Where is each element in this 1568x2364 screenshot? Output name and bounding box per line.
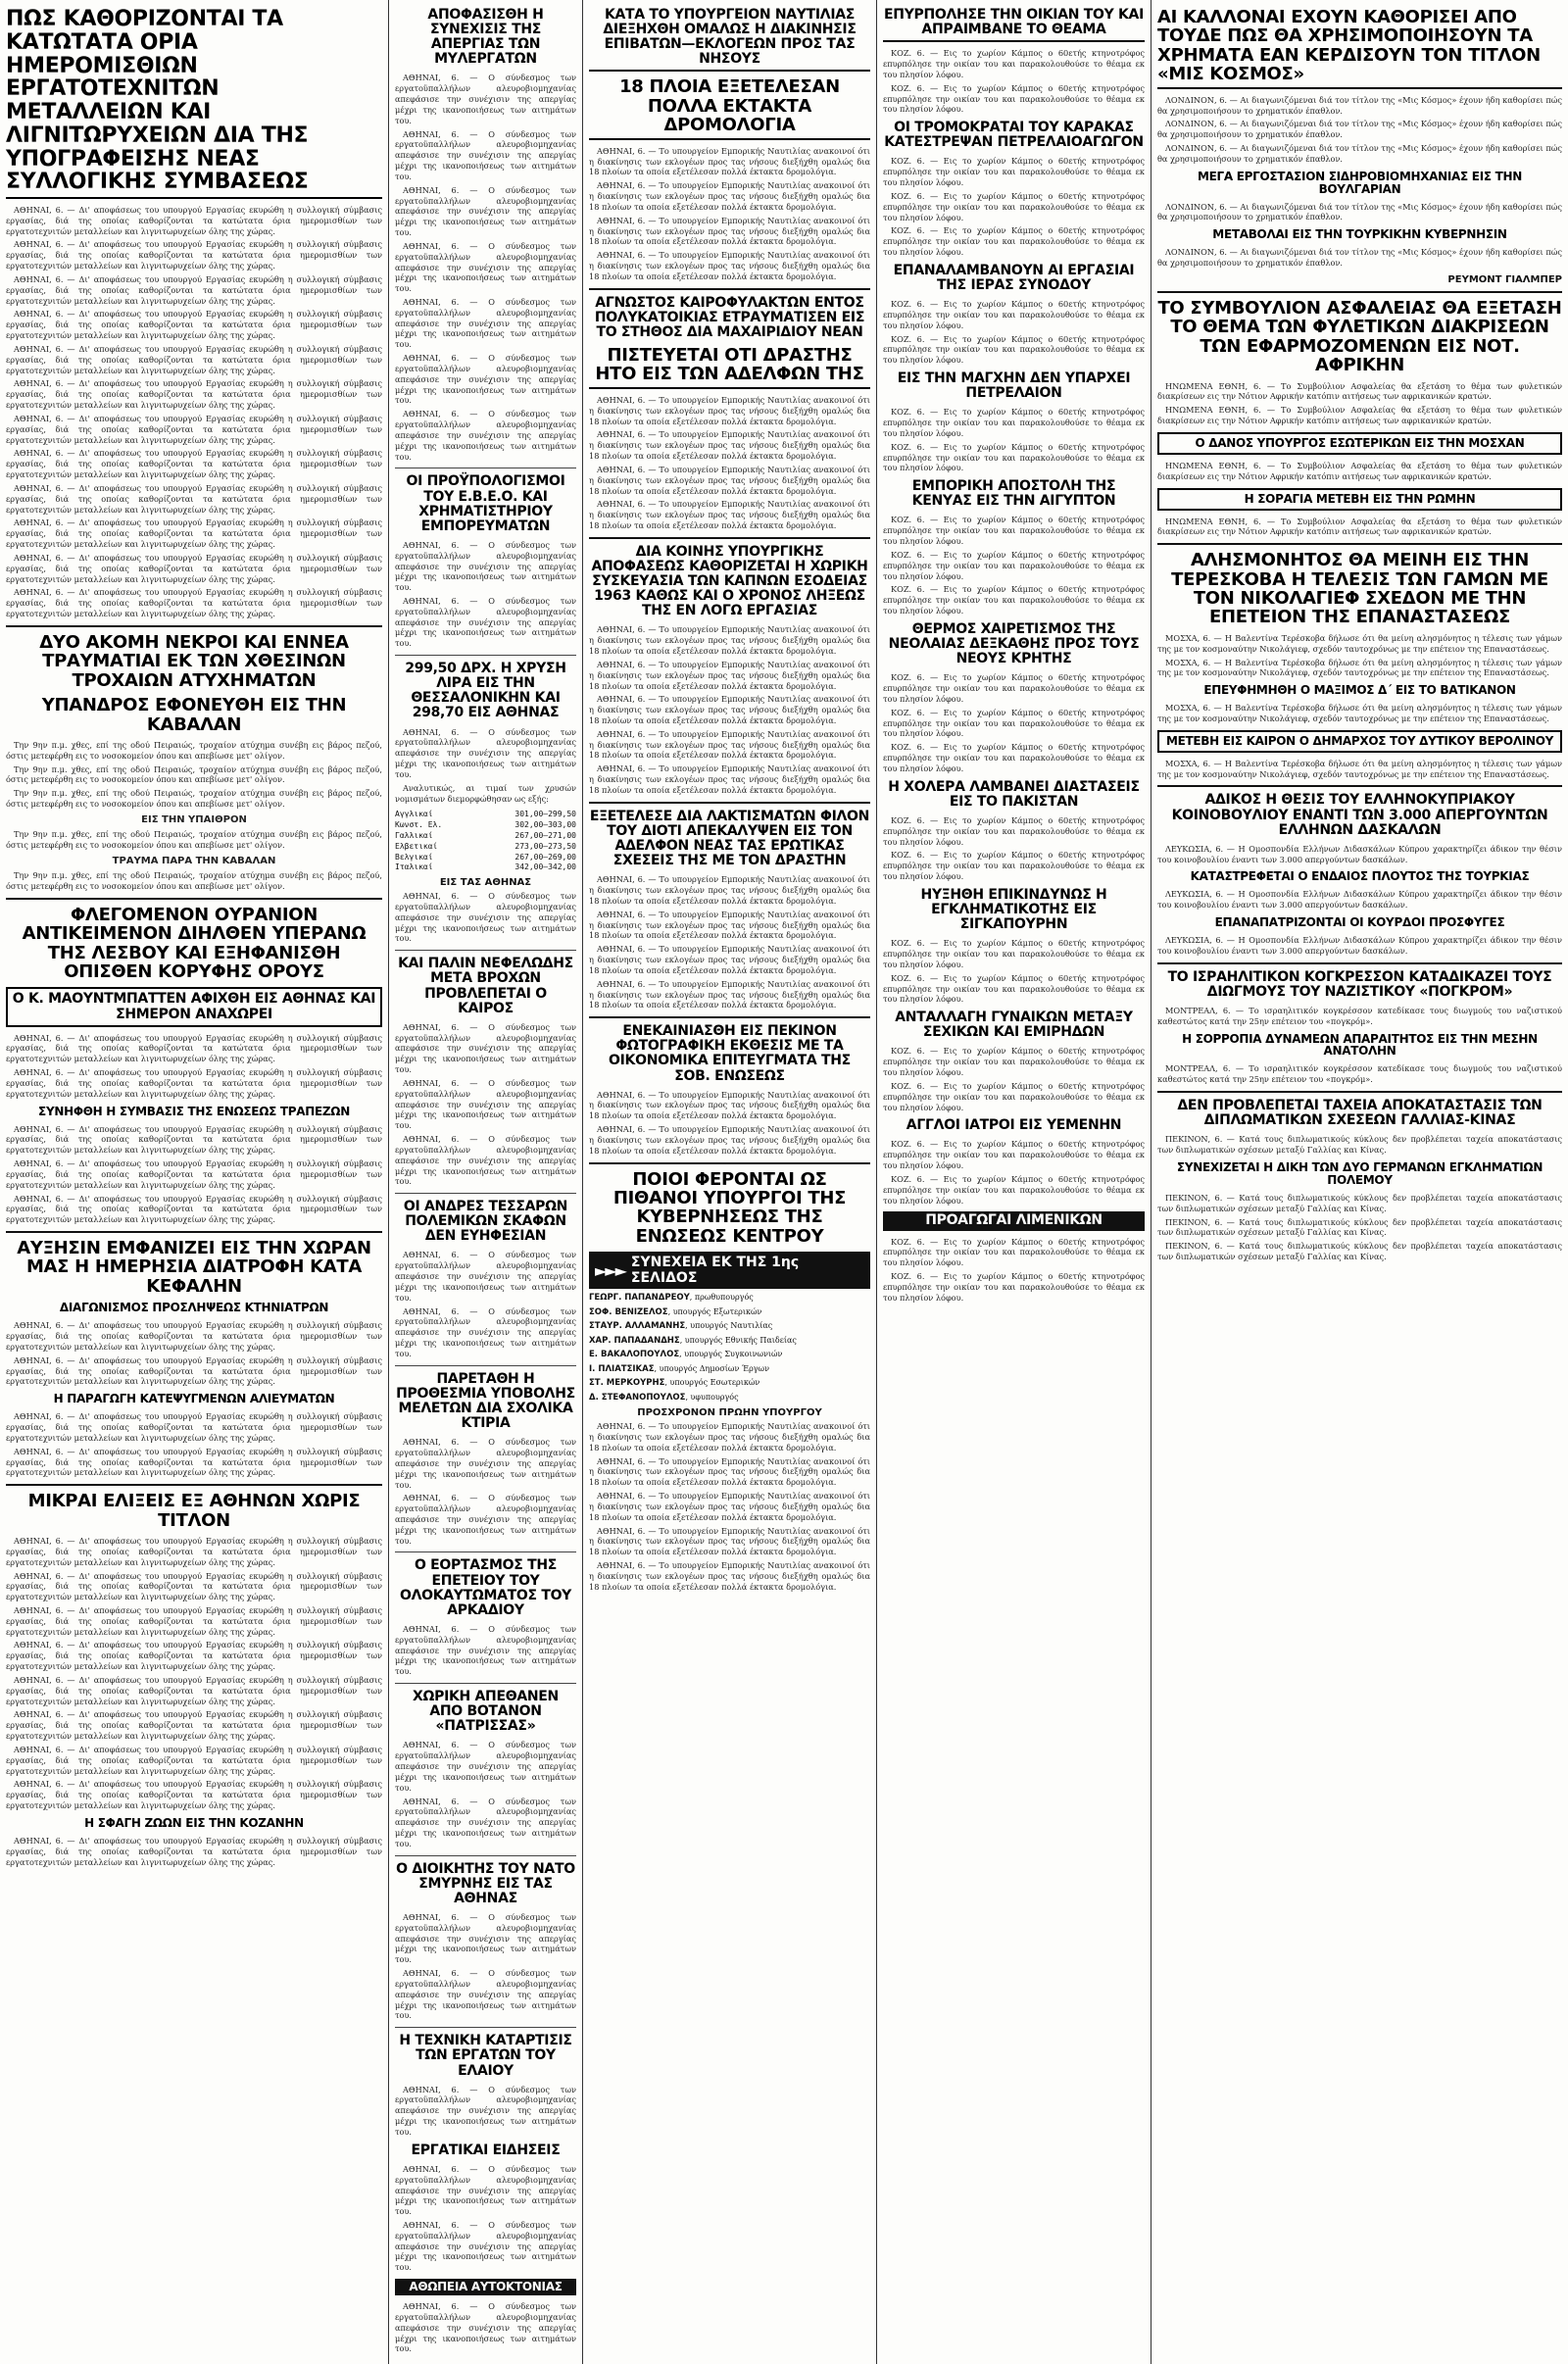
- paragraph: ΑΘΗΝΑΙ, 6. — Δι' αποφάσεως του υπουργού Εργασίας εκυρώθη η συλλογική σύμβασις εργασίας, διά της οποίας καθορίζονται τα κατώτατα όρια ημερομισθίων των εργατοτεχνιτών μεταλλείων και λιγνιτωρυχείων όλης της χώρας.: [6, 1032, 382, 1064]
- article-body: [1157, 95, 1562, 165]
- article-body: [395, 891, 576, 944]
- article-body: [395, 73, 576, 462]
- headline: ΕΠΑΝΑΠΑΤΡΙΖΟΝΤΑΙ ΟΙ ΚΟΥΡΔΟΙ ΠΡΟΣΦΥΓΕΣ: [1214, 915, 1505, 930]
- paragraph: ΜΟΝΤΡΕΑΛ, 6. — Το ισραηλιτικόν κογκρέσσον κατεδίκασε τους διωγμούς του ναζιστικού καθεστώτος κατά την 25ην επέτειον του «πογκρόμ».: [1157, 1005, 1562, 1026]
- list-item: Ε. ΒΑΚΑΛΟΠΟΥΛΟΣ, υπουργός Συγκοινωνιών: [589, 1350, 783, 1360]
- article-body: [1157, 381, 1562, 426]
- article-body: [1157, 202, 1562, 223]
- paragraph: ΚΟΖ. 6. — Εις το χωρίον Κάμπος ο 60ετής κτηνοτρόφος επυρπόλησε την οικίαν του και παρακολουθούσε το θέαμα εκ του πλησίον λόφου.: [883, 938, 1145, 969]
- article-body: [6, 1124, 382, 1225]
- article-body: [6, 1320, 382, 1387]
- headline: ΑΓΝΩΣΤΟΣ ΚΑΙΡΟΦΥΛΑΚΤΩΝ ΕΝΤΟΣ ΠΟΛΥΚΑΤΟΙΚΙΑΣ ΕΤΡΑΥΜΑΤΙΣΕΝ ΕΙΣ ΤΟ ΣΤΗΘΟΣ ΔΙΑ ΜΑΧΑΙΡΙΔΙΟΥ ΝΕΑΝ: [594, 294, 865, 340]
- paragraph: ΗΝΩΜΕΝΑ ΕΘΝΗ, 6. — Το Συμβούλιον Ασφαλείας θα εξετάση το θέμα των φυλετικών διακρίσεων εις την Νότιον Αφρικήν κατόπιν αιτήσεως των αφρικανικών κρατών.: [1157, 460, 1562, 481]
- headline: ΜΕΤΕΒΗ ΕΙΣ ΚΑΙΡΟΝ Ο ΔΗΜΑΡΧΟΣ ΤΟΥ ΔΥΤΙΚΟΥ ΒΕΡΟΛΙΝΟΥ: [1157, 730, 1562, 753]
- article-body: [883, 515, 1145, 616]
- headline: ΑΠΟΦΑΣΙΣΘΗ Η ΣΥΝΕΧΙΣΙΣ ΤΗΣ ΑΠΕΡΓΙΑΣ ΤΩΝ ΜΥΛΕΡΓΑΤΩΝ: [427, 7, 544, 68]
- paragraph: ΚΟΖ. 6. — Εις το χωρίον Κάμπος ο 60ετής κτηνοτρόφος επυρπόλησε την οικίαν του και παρακολουθούσε το θέαμα εκ του πλησίον λόφου.: [883, 48, 1145, 79]
- paragraph: ΛΟΝΔΙΝΟΝ, 6. — Αι διαγωνιζόμεναι διά τον τίτλον της «Μις Κόσμος» έχουν ήδη καθορίσει πώς θα χρησιμοποιήσουν το χρηματικόν έπαθλον.: [1157, 119, 1562, 140]
- headline: Ο Κ. ΜΑΟΥΝΤΜΠΑΤΤΕΝ ΑΦΙΧΘΗ ΕΙΣ ΑΘΗΝΑΣ ΚΑΙ ΣΗΜΕΡΟΝ ΑΝΑΧΩΡΕΙ: [6, 987, 382, 1026]
- arrow-icon: ►►►: [595, 1260, 625, 1280]
- paragraph: Την 9ην π.μ. χθες, επί της οδού Πειραιώς, τροχαίον ατύχημα συνέβη εις βάρος πεζού, όστις μετεφέρθη εις το νοσοκομείον όπου και απεβίωσε μετ' ολίγον.: [6, 788, 382, 810]
- paragraph: ΠΕΚΙΝΟΝ, 6. — Κατά τους διπλωματικούς κύκλους δεν προβλέπεται ταχεία αποκατάστασις των διπλωματικών σχέσεων μεταξύ Γαλλίας και Κίνας.: [1157, 1192, 1562, 1213]
- headline: ΚΑΤΑ ΤΟ ΥΠΟΥΡΓΕΙΟΝ ΝΑΥΤΙΛΙΑΣ ΔΙΕΞΗΧΘΗ ΟΜΑΛΩΣ Η ΔΙΑΚΙΝΗΣΙΣ ΕΠΙΒΑΤΩΝ—ΕΚΛΟΓΕΩΝ ΠΡΟΣ ΤΑΣ ΝΗΣΟΥΣ: [589, 8, 870, 72]
- paragraph: ΑΘΗΝΑΙ, 6. — Δι' αποφάσεως του υπουργού Εργασίας εκυρώθη η συλλογική σύμβασις εργασίας, διά της οποίας καθορίζονται τα κατώτατα όρια ημερομισθίων των εργατοτεχνιτών μεταλλείων και λιγνιτωρυχείων όλης της χώρας.: [6, 552, 382, 584]
- article-body: [1157, 1006, 1562, 1027]
- article-body: [883, 156, 1145, 257]
- article-body: [589, 1090, 870, 1157]
- headline: Ο ΕΟΡΤΑΣΜΟΣ ΤΗΣ ΕΠΕΤΕΙΟΥ ΤΟΥ ΟΛΟΚΑΥΤΩΜΑΤΟΣ ΤΟΥ ΑΡΚΑΔΙΟΥ: [399, 1557, 572, 1618]
- paragraph: ΑΘΗΝΑΙ, 6. — Το υπουργείον Εμπορικής Ναυτιλίας ανακοινοί ότι η διακίνησις των εκλογέων προς τας νήσους διεξήχθη ομαλώς δια 18 πλοίων τα οποία εξετέλεσαν πολλά έκτακτα δρομολόγια.: [589, 944, 870, 975]
- article-body: [1157, 889, 1562, 911]
- article-body: [395, 2164, 576, 2273]
- headline: Η ΤΕΧΝΙΚΗ ΚΑΤΑΡΤΙΣΙΣ ΤΩΝ ΕΡΓΑΤΩΝ ΤΟΥ ΕΛΑΙΟΥ: [399, 2033, 572, 2079]
- paragraph: ΑΘΗΝΑΙ, 6. — Το υπουργείον Εμπορικής Ναυτιλίας ανακοινοί ότι η διακίνησις των εκλογέων προς τας νήσους διεξήχθη ομαλώς δια 18 πλοίων τα οποία εξετέλεσαν πολλά έκτακτα δρομολόγια.: [589, 180, 870, 212]
- paragraph: ΑΘΗΝΑΙ, 6. — Δι' αποφάσεως του υπουργού Εργασίας εκυρώθη η συλλογική σύμβασις εργασίας, διά της οποίας καθορίζονται τα κατώτατα όρια ημερομισθίων των εργατοτεχνιτών μεταλλείων και λιγνιτωρυχείων όλης της χώρας.: [6, 517, 382, 550]
- column-2: [389, 0, 582, 2364]
- paragraph: Την 9ην π.μ. χθες, επί της οδού Πειραιώς, τροχαίον ατύχημα συνέβη εις βάρος πεζού, όστις μετεφέρθη εις το νοσοκομείον όπου και απεβίωσε μετ' ολίγον.: [6, 740, 382, 761]
- paragraph: ΑΘΗΝΑΙ, 6. — Το υπουργείον Εμπορικής Ναυτιλίας ανακοινοί ότι η διακίνησις των εκλογέων προς τας νήσους διεξήχθη ομαλώς δια 18 πλοίων τα οποία εξετέλεσαν πολλά έκτακτα δρομολόγια.: [589, 1525, 870, 1557]
- article-body: [395, 1740, 576, 1848]
- paragraph: ΚΟΖ. 6. — Εις το χωρίον Κάμπος ο 60ετής κτηνοτρόφος επυρπόλησε την οικίαν του και παρακολουθούσε το θέαμα εκ του πλησίον λόφου.: [883, 584, 1145, 616]
- section-label: ΕΙΣ ΤΑΣ ΑΘΗΝΑΣ: [439, 877, 532, 889]
- paragraph: ΑΘΗΝΑΙ, 6. — Το υπουργείον Εμπορικής Ναυτιλίας ανακοινοί ότι η διακίνησις των εκλογέων προς τας νήσους διεξήχθη ομαλώς δια 18 πλοίων τα οποία εξετέλεσαν πολλά έκτακτα δρομολόγια.: [589, 145, 870, 177]
- paragraph: ΑΘΗΝΑΙ, 6. — Το υπουργείον Εμπορικής Ναυτιλίας ανακοινοί ότι η διακίνησις των εκλογέων προς τας νήσους διεξήχθη ομαλώς δια 18 πλοίων τα οποία εξετέλεσαν πολλά έκτακτα δρομολόγια.: [589, 250, 870, 281]
- paragraph: Την 9ην π.μ. χθες, επί της οδού Πειραιώς, τροχαίον ατύχημα συνέβη εις βάρος πεζού, όστις μετεφέρθη εις το νοσοκομείον όπου και απεβίωσε μετ' ολίγον.: [6, 870, 382, 891]
- gold-price-list: [395, 810, 576, 873]
- paragraph: ΚΟΖ. 6. — Εις το χωρίον Κάμπος ο 60ετής κτηνοτρόφος επυρπόλησε την οικίαν του και παρακολουθούσε το θέαμα εκ του πλησίον λόφου.: [883, 707, 1145, 739]
- paragraph: ΑΘΗΝΑΙ, 6. — Δι' αποφάσεως του υπουργού Εργασίας εκυρώθη η συλλογική σύμβασις εργασίας, διά της οποίας καθορίζονται τα κατώτατα όρια ημερομισθίων των εργατοτεχνιτών μεταλλείων και λιγνιτωρυχείων όλης της χώρας.: [6, 413, 382, 445]
- paragraph: ΑΘΗΝΑΙ, 6. — Ο σύνδεσμος των εργατοϋπαλλήλων αλευροβιομηχανίας απεφάσισε την συνέχισιν της απεργίας μέχρι της ικανοποιήσεως των αιτημάτων του.: [395, 539, 576, 593]
- paragraph: ΛΟΝΔΙΝΟΝ, 6. — Αι διαγωνιζόμεναι διά τον τίτλον της «Μις Κόσμος» έχουν ήδη καθορίσει πώς θα χρησιμοποιήσουν το χρηματικόν έπαθλον.: [1157, 247, 1562, 269]
- paragraph: ΚΟΖ. 6. — Εις το χωρίον Κάμπος ο 60ετής κτηνοτρόφος επυρπόλησε την οικίαν του και παρακολουθούσε το θέαμα εκ του πλησίον λόφου.: [883, 156, 1145, 188]
- list-item: ΣΤΑΥΡ. ΑΛΛΑΜΑΝΗΣ, υπουργός Ναυτιλίας: [589, 1321, 773, 1332]
- headline: ΑΥΞΗΣΙΝ ΕΜΦΑΝΙΖΕΙ ΕΙΣ ΤΗΝ ΧΩΡΑΝ ΜΑΣ Η ΗΜΕΡΗΣΙΑ ΔΙΑΤΡΟΦΗ ΚΑΤΑ ΚΕΦΑΛΗΝ: [17, 1238, 371, 1297]
- paragraph: ΑΘΗΝΑΙ, 6. — Δι' αποφάσεως του υπουργού Εργασίας εκυρώθη η συλλογική σύμβασις εργασίας, διά της οποίας καθορίζονται τα κατώτατα όρια ημερομισθίων των εργατοτεχνιτών μεταλλείων και λιγνιτωρυχείων όλης της χώρας.: [6, 205, 382, 236]
- article-body: [883, 407, 1145, 473]
- headline: ΠΙΣΤΕΥΕΤΑΙ ΟΤΙ ΔΡΑΣΤΗΣ ΗΤΟ ΕΙΣ ΤΩΝ ΑΔΕΛΦΩΝ ΤΗΣ: [589, 346, 870, 389]
- paragraph: ΑΘΗΝΑΙ, 6. — Δι' αποφάσεως του υπουργού Εργασίας εκυρώθη η συλλογική σύμβασις εργασίας, διά της οποίας καθορίζονται τα κατώτατα όρια ημερομισθίων των εργατοτεχνιτών μεταλλείων και λιγνιτωρυχείων όλης της χώρας.: [6, 273, 382, 306]
- headline: 18 ΠΛΟΙΑ ΕΞΕΤΕΛΕΣΑΝ ΠΟΛΛΑ ΕΚΤΑΚΤΑ ΔΡΟΜΟΛΟΓΙΑ: [589, 77, 870, 139]
- section-label: ΠΡΟΣΧΡΟΝΟΝ ΠΡΩΗΝ ΥΠΟΥΡΓΟΥ: [637, 1407, 822, 1419]
- byline: ΡΕΥΜΟΝΤ ΓΙΑΛΜΠΕΡ: [1447, 273, 1562, 285]
- article-body: [883, 299, 1145, 366]
- headline: ΤΟ ΙΣΡΑΗΛΙΤΙΚΟΝ ΚΟΓΚΡΕΣΣΟΝ ΚΑΤΑΔΙΚΑΖΕΙ ΤΟΥΣ ΔΙΩΓΜΟΥΣ ΤΟΥ ΝΑΖΙΣΤΙΚΟΥ «ΠΟΓΚΡΟΜ»: [1167, 968, 1552, 1000]
- paragraph: ΑΘΗΝΑΙ, 6. — Το υπουργείον Εμπορικής Ναυτιλίας ανακοινοί ότι η διακίνησις των εκλογέων προς τας νήσους διεξήχθη ομαλώς δια 18 πλοίων τα οποία εξετέλεσαν πολλά έκτακτα δρομολόγια.: [589, 1124, 870, 1156]
- paragraph: ΑΘΗΝΑΙ, 6. — Ο σύνδεσμος των εργατοϋπαλλήλων αλευροβιομηχανίας απεφάσισε την συνέχισιν της απεργίας μέχρι της ικανοποιήσεως των αιτημάτων του.: [395, 596, 576, 649]
- headline: ΤΟ ΣΥΜΒΟΥΛΙΟΝ ΑΣΦΑΛΕΙΑΣ ΘΑ ΕΞΕΤΑΣΗ ΤΟ ΘΕΜΑ ΤΩΝ ΦΥΛΕΤΙΚΩΝ ΔΙΑΚΡΙΣΕΩΝ ΤΩΝ ΕΦΑΡΜΟΖΟΜΕΝΩΝ ΕΙΣ ΝΟΤ. ΑΦΡΙΚΗΝ: [1157, 297, 1562, 376]
- article-body: [589, 146, 870, 282]
- headline: ΜΕΤΑΒΟΛΑΙ ΕΙΣ ΤΗΝ ΤΟΥΡΚΙΚΗΝ ΚΥΒΕΡΝΗΣΙΝ: [1212, 227, 1507, 242]
- article-body: [883, 938, 1145, 1005]
- paragraph: ΑΘΗΝΑΙ, 6. — Ο σύνδεσμος των εργατοϋπαλλήλων αλευροβιομηχανίας απεφάσισε την συνέχισιν της απεργίας μέχρι της ικανοποιήσεως των αιτημάτων του.: [395, 1437, 576, 1490]
- paragraph: ΑΘΗΝΑΙ, 6. — Ο σύνδεσμος των εργατοϋπαλλήλων αλευροβιομηχανίας απεφάσισε την συνέχισιν της απεργίας μέχρι της ικανοποιήσεως των αιτημάτων του.: [395, 1968, 576, 2021]
- article-body: [883, 48, 1145, 115]
- paragraph: ΑΘΗΝΑΙ, 6. — Ο σύνδεσμος των εργατοϋπαλλήλων αλευροβιομηχανίας απεφάσισε την συνέχισιν της απεργίας μέχρι της ικανοποιήσεως των αιτημάτων του.: [395, 1796, 576, 1848]
- headline: Η ΣΟΡΑΓΙΑ ΜΕΤΕΒΗ ΕΙΣ ΤΗΝ ΡΩΜΗΝ: [1157, 488, 1562, 511]
- article-body: [395, 2301, 576, 2354]
- article-body: [1157, 935, 1562, 957]
- paragraph: ΛΟΝΔΙΝΟΝ, 6. — Αι διαγωνιζόμεναι διά τον τίτλον της «Μις Κόσμος» έχουν ήδη καθορίσει πώς θα χρησιμοποιήσουν το χρηματικόν έπαθλον.: [1157, 94, 1562, 116]
- paragraph: ΑΘΗΝΑΙ, 6. — Το υπουργείον Εμπορικής Ναυτιλίας ανακοινοί ότι η διακίνησις των εκλογέων προς τας νήσους διεξήχθη ομαλώς δια 18 πλοίων τα οποία εξετέλεσαν πολλά έκτακτα δρομολόγια.: [589, 1560, 870, 1592]
- article-body: [883, 1139, 1145, 1206]
- paragraph: ΛΕΥΚΩΣΙΑ, 6. — Η Ομοσπονδία Ελλήνων Διδασκάλων Κύπρου χαρακτηρίζει άδικον την θέσιν του κοινοβουλίου έναντι των 3.000 απεργούντων δασκάλων.: [1157, 935, 1562, 956]
- paragraph: ΗΝΩΜΕΝΑ ΕΘΝΗ, 6. — Το Συμβούλιον Ασφαλείας θα εξετάση το θέμα των φυλετικών διακρίσεων εις την Νότιον Αφρικήν κατόπιν αιτήσεως των αφρικανικών κρατών.: [1157, 380, 1562, 402]
- paragraph: ΑΘΗΝΑΙ, 6. — Ο σύνδεσμος των εργατοϋπαλλήλων αλευροβιομηχανίας απεφάσισε την συνέχισιν της απεργίας μέχρι της ικανοποιήσεως των αιτημάτων του.: [395, 1740, 576, 1793]
- paragraph: ΑΘΗΝΑΙ, 6. — Το υπουργείον Εμπορικής Ναυτιλίας ανακοινοί ότι η διακίνησις των εκλογέων προς τας νήσους διεξήχθη ομαλώς δια 18 πλοίων τα οποία εξετέλεσαν πολλά έκτακτα δρομολόγια.: [589, 659, 870, 691]
- article-body: [395, 1022, 576, 1187]
- paragraph: ΚΟΖ. 6. — Εις το χωρίον Κάμπος ο 60ετής κτηνοτρόφος επυρπόλησε την οικίαν του και παρακολουθούσε το θέαμα εκ του πλησίον λόφου.: [883, 1236, 1145, 1268]
- paragraph: ΚΟΖ. 6. — Εις το χωρίον Κάμπος ο 60ετής κτηνοτρόφος επυρπόλησε την οικίαν του και παρακολουθούσε το θέαμα εκ του πλησίον λόφου.: [883, 225, 1145, 258]
- headline: ΟΙ ΠΡΟΫΠΟΛΟΓΙΣΜΟΙ ΤΟΥ Ε.Β.Ε.Ο. ΚΑΙ ΧΡΗΜΑΤΙΣΤΗΡΙΟΥ ΕΜΠΟΡΕΥΜΑΤΩΝ: [406, 473, 565, 534]
- headline: ΠΡΟΑΓΩΓΑΙ ΛΙΜΕΝΙΚΩΝ: [883, 1211, 1145, 1230]
- paragraph: ΚΟΖ. 6. — Εις το χωρίον Κάμπος ο 60ετής κτηνοτρόφος επυρπόλησε την οικίαν του και παρακολουθούσε το θέαμα εκ του πλησίον λόφου.: [883, 549, 1145, 581]
- article-body: [1157, 1063, 1562, 1085]
- headline: Ο ΔΙΟΙΚΗΤΗΣ ΤΟΥ ΝΑΤΟ ΣΜΥΡΝΗΣ ΕΙΣ ΤΑΣ ΑΘΗΝΑΣ: [396, 1860, 575, 1906]
- headline: ΧΩΡΙΚΗ ΑΠΕΘΑΝΕΝ ΑΠΟ ΒΟΤΑΝΟΝ «ΠΑΤΡΙΣΣΑΣ»: [413, 1689, 559, 1735]
- headline: ΔΥΟ ΑΚΟΜΗ ΝΕΚΡΟΙ ΚΑΙ ΕΝΝΕΑ ΤΡΑΥΜΑΤΙΑΙ ΕΚ ΤΩΝ ΧΘΕΣΙΝΩΝ ΤΡΟΧΑΙΩΝ ΑΤΥΧΗΜΑΤΩΝ: [39, 631, 349, 691]
- column-5: [1152, 0, 1568, 2364]
- paragraph: ΑΘΗΝΑΙ, 6. — Ο σύνδεσμος των εργατοϋπαλλήλων αλευροβιομηχανίας απεφάσισε την συνέχισιν της απεργίας μέχρι της ικανοποιήσεως των αιτημάτων του.: [395, 1623, 576, 1677]
- paragraph: ΑΘΗΝΑΙ, 6. — Το υπουργείον Εμπορικής Ναυτιλίας ανακοινοί ότι η διακίνησις των εκλογέων προς τας νήσους διεξήχθη ομαλώς δια 18 πλοίων τα οποία εξετέλεσαν πολλά έκτακτα δρομολόγια.: [589, 429, 870, 462]
- paragraph: ΑΘΗΝΑΙ, 6. — Δι' αποφάσεως του υπουργού Εργασίας εκυρώθη η συλλογική σύμβασις εργασίας, διά της οποίας καθορίζονται τα κατώτατα όρια ημερομισθίων των εργατοτεχνιτών μεταλλείων και λιγνιτωρυχείων όλης της χώρας.: [6, 309, 382, 341]
- paragraph: ΑΘΗΝΑΙ, 6. — Το υπουργείον Εμπορικής Ναυτιλίας ανακοινοί ότι η διακίνησις των εκλογέων προς τας νήσους διεξήχθη ομαλώς δια 18 πλοίων τα οποία εξετέλεσαν πολλά έκτακτα δρομολόγια.: [589, 1089, 870, 1121]
- article-body: [6, 1536, 382, 1811]
- article-body: [395, 540, 576, 649]
- paragraph: ΑΘΗΝΑΙ, 6. — Δι' αποφάσεως του υπουργού Εργασίας εκυρώθη η συλλογική σύμβασις εργασίας, διά της οποίας καθορίζονται τα κατώτατα όρια ημερομισθίων των εργατοτεχνιτών μεταλλείων και λιγνιτωρυχείων όλης της χώρας.: [6, 1674, 382, 1706]
- headline: ΜΕΓΑ ΕΡΓΟΣΤΑΣΙΟΝ ΣΙΔΗΡΟΒΙΟΜΗΧΑΝΙΑΣ ΕΙΣ ΤΗΝ ΒΟΥΛΓΑΡΙΑΝ: [1197, 169, 1523, 196]
- headline: Η ΣΦΑΓΗ ΖΩΩΝ ΕΙΣ ΤΗΝ ΚΟΖΑΝΗΝ: [84, 1815, 304, 1830]
- list-item: ΓΕΩΡΓ. ΠΑΠΑΝΔΡΕΟΥ, πρωθυπουργός: [589, 1293, 754, 1304]
- paragraph: ΑΘΗΝΑΙ, 6. — Το υπουργείον Εμπορικής Ναυτιλίας ανακοινοί ότι η διακίνησις των εκλογέων προς τας νήσους διεξήχθη ομαλώς δια 18 πλοίων τα οποία εξετέλεσαν πολλά έκτακτα δρομολόγια.: [589, 874, 870, 906]
- paragraph: ΑΘΗΝΑΙ, 6. — Ο σύνδεσμος των εργατοϋπαλλήλων αλευροβιομηχανίας απεφάσισε την συνέχισιν της απεργίας μέχρι της ικανοποιήσεως των αιτημάτων του.: [395, 726, 576, 779]
- paragraph: ΛΟΝΔΙΝΟΝ, 6. — Αι διαγωνιζόμεναι διά τον τίτλον της «Μις Κόσμος» έχουν ήδη καθορίσει πώς θα χρησιμοποιήσουν το χρηματικόν έπαθλον.: [1157, 201, 1562, 222]
- list-item: Ι. ΠΛΙΑΤΣΙΚΑΣ, υπουργός Δημοσίων Έργων: [589, 1363, 769, 1374]
- paragraph: ΑΘΗΝΑΙ, 6. — Δι' αποφάσεως του υπουργού Εργασίας εκυρώθη η συλλογική σύμβασις εργασίας, διά της οποίας καθορίζονται τα κατώτατα όρια ημερομισθίων των εργατοτεχνιτών μεταλλείων και λιγνιτωρυχείων όλης της χώρας.: [6, 1123, 382, 1156]
- paragraph: Την 9ην π.μ. χθες, επί της οδού Πειραιώς, τροχαίον ατύχημα συνέβη εις βάρος πεζού, όστις μετεφέρθη εις το νοσοκομείον όπου και απεβίωσε μετ' ολίγον.: [6, 763, 382, 785]
- headline: ΔΕΝ ΠΡΟΒΛΕΠΕΤΑΙ ΤΑΧΕΙΑ ΑΠΟΚΑΤΑΣΤΑΣΙΣ ΤΩΝ ΔΙΠΛΩΜΑΤΙΚΩΝ ΣΧΕΣΕΩΝ ΓΑΛΛΙΑΣ-ΚΙΝΑΣ: [1177, 1098, 1543, 1129]
- paragraph: ΑΘΗΝΑΙ, 6. — Δι' αποφάσεως του υπουργού Εργασίας εκυρώθη η συλλογική σύμβασις εργασίας, διά της οποίας καθορίζονται τα κατώτατα όρια ημερομισθίων των εργατοτεχνιτών μεταλλείων και λιγνιτωρυχείων όλης της χώρας.: [6, 1067, 382, 1099]
- paragraph: ΑΘΗΝΑΙ, 6. — Δι' αποφάσεως του υπουργού Εργασίας εκυρώθη η συλλογική σύμβασις εργασίας, διά της οποίας καθορίζονται τα κατώτατα όρια ημερομισθίων των εργατοτεχνιτών μεταλλείων και λιγνιτωρυχείων όλης της χώρας.: [6, 1446, 382, 1478]
- paragraph: ΑΘΗΝΑΙ, 6. — Το υπουργείον Εμπορικής Ναυτιλίας ανακοινοί ότι η διακίνησις των εκλογέων προς τας νήσους διεξήχθη ομαλώς δια 18 πλοίων τα οποία εξετέλεσαν πολλά έκτακτα δρομολόγια.: [589, 694, 870, 725]
- paragraph: ΜΟΣΧΑ, 6. — Η Βαλεντίνα Τερέσκοβα δήλωσε ότι θα μείνη αλησμόνητος η τέλεσις των γάμων της με τον κοσμοναύτην Νικολάγιεφ, σχεδόν ταυτοχρόνως με την επέτειον της Επαναστάσεως.: [1157, 657, 1562, 678]
- paragraph: ΑΘΗΝΑΙ, 6. — Το υπουργείον Εμπορικής Ναυτιλίας ανακοινοί ότι η διακίνησις των εκλογέων προς τας νήσους διεξήχθη ομαλώς δια 18 πλοίων τα οποία εξετέλεσαν πολλά έκτακτα δρομολόγια.: [589, 1421, 870, 1453]
- continuation-banner: [589, 1252, 870, 1289]
- article-body: [395, 1250, 576, 1358]
- article-body: [1157, 1134, 1562, 1156]
- article-body: [395, 1624, 576, 1677]
- article-body: [883, 672, 1145, 773]
- headline: ΣΥΝΗΦΘΗ Η ΣΥΜΒΑΣΙΣ ΤΗΣ ΕΝΩΣΕΩΣ ΤΡΑΠΕΖΩΝ: [38, 1104, 350, 1118]
- column-1: [0, 0, 388, 2364]
- paragraph: ΚΟΖ. 6. — Εις το χωρίον Κάμπος ο 60ετής κτηνοτρόφος επυρπόλησε την οικίαν του και παρακολουθούσε το θέαμα εκ του πλησίον λόφου.: [883, 82, 1145, 115]
- paragraph: ΚΟΖ. 6. — Εις το χωρίον Κάμπος ο 60ετής κτηνοτρόφος επυρπόλησε την οικίαν του και παρακολουθούσε το θέαμα εκ του πλησίον λόφου.: [883, 1046, 1145, 1078]
- article-body: [1157, 517, 1562, 538]
- paragraph: ΑΘΗΝΑΙ, 6. — Ο σύνδεσμος των εργατοϋπαλλήλων αλευροβιομηχανίας απεφάσισε την συνέχισιν της απεργίας μέχρι της ικανοποιήσεως των αιτημάτων του.: [395, 2220, 576, 2273]
- paragraph: ΑΘΗΝΑΙ, 6. — Δι' αποφάσεως του υπουργού Εργασίας εκυρώθη η συλλογική σύμβασις εργασίας, διά της οποίας καθορίζονται τα κατώτατα όρια ημερομισθίων των εργατοτεχνιτών μεταλλείων και λιγνιτωρυχείων όλης της χώρας.: [6, 1158, 382, 1190]
- price-row: Κωνστ. Ελ. 302,00—303,00: [395, 820, 576, 830]
- paragraph: ΚΟΖ. 6. — Εις το χωρίον Κάμπος ο 60ετής κτηνοτρόφος επυρπόλησε την οικίαν του και παρακολουθούσε το θέαμα εκ του πλησίον λόφου.: [883, 515, 1145, 547]
- headline: ΕΠΥΡΠΟΛΗΣΕ ΤΗΝ ΟΙΚΙΑΝ ΤΟΥ ΚΑΙ ΑΠΡΑΙΜΒΑΝΕ ΤΟ ΘΕΑΜΑ: [883, 8, 1145, 42]
- paragraph: ΚΟΖ. 6. — Εις το χωρίον Κάμπος ο 60ετής κτηνοτρόφος επυρπόλησε την οικίαν του και παρακολουθούσε το θέαμα εκ του πλησίον λόφου.: [883, 1080, 1145, 1112]
- paragraph: ΚΟΖ. 6. — Εις το χωρίον Κάμπος ο 60ετής κτηνοτρόφος επυρπόλησε την οικίαν του και παρακολουθούσε το θέαμα εκ του πλησίον λόφου.: [883, 441, 1145, 473]
- paragraph: ΠΕΚΙΝΟΝ, 6. — Κατά τους διπλωματικούς κύκλους δεν προβλέπεται ταχεία αποκατάστασις των διπλωματικών σχέσεων μεταξύ Γαλλίας και Κίνας.: [1157, 1216, 1562, 1238]
- article-body: [1157, 759, 1562, 780]
- paragraph: ΑΘΗΝΑΙ, 6. — Ο σύνδεσμος των εργατοϋπαλλήλων αλευροβιομηχανίας απεφάσισε την συνέχισιν της απεργίας μέχρι της ικανοποιήσεως των αιτημάτων του.: [395, 2163, 576, 2217]
- paragraph: ΑΘΗΝΑΙ, 6. — Ο σύνδεσμος των εργατοϋπαλλήλων αλευροβιομηχανίας απεφάσισε την συνέχισιν της απεργίας μέχρι της ικανοποιήσεως των αιτημάτων του.: [395, 891, 576, 944]
- headline: ΑΛΗΣΜΟΝΗΤΟΣ ΘΑ ΜΕΙΝΗ ΕΙΣ ΤΗΝ ΤΕΡΕΣΚΟΒΑ Η ΤΕΛΕΣΙΣ ΤΩΝ ΓΑΜΩΝ ΜΕ ΤΟΝ ΝΙΚΟΛΑΓΙΕΦ ΣΧΕΔΟΝ ΜΕ ΤΗΝ ΕΠΕΤΕΙΟΝ ΤΗΣ ΕΠΑΝΑΣΤΑΣΕΩΣ: [1171, 550, 1548, 628]
- paragraph: ΑΘΗΝΑΙ, 6. — Ο σύνδεσμος των εργατοϋπαλλήλων αλευροβιομηχανίας απεφάσισε την συνέχισιν της απεργίας μέχρι της ικανοποιήσεως των αιτημάτων του.: [395, 297, 576, 350]
- headline: ΑΝΤΑΛΛΑΓΗ ΓΥΝΑΙΚΩΝ ΜΕΤΑΞΥ ΣΕΧΙΚΩΝ ΚΑΙ ΕΜΙΡΗΔΩΝ: [895, 1010, 1133, 1041]
- paragraph: ΑΘΗΝΑΙ, 6. — Ο σύνδεσμος των εργατοϋπαλλήλων αλευροβιομηχανίας απεφάσισε την συνέχισιν της απεργίας μέχρι της ικανοποιήσεως των αιτημάτων του.: [395, 409, 576, 462]
- paragraph: ΑΘΗΝΑΙ, 6. — Ο σύνδεσμος των εργατοϋπαλλήλων αλευροβιομηχανίας απεφάσισε την συνέχισιν της απεργίας μέχρι της ικανοποιήσεως των αιτημάτων του.: [395, 1493, 576, 1546]
- headline: ΟΙ ΤΡΟΜΟΚΡΑΤΑΙ ΤΟΥ ΚΑΡΑΚΑΣ ΚΑΤΕΣΤΡΕΨΑΝ ΠΕΤΡΕΛΑΙΟΑΓΩΓΟΝ: [884, 120, 1144, 151]
- article-body: [1157, 844, 1562, 865]
- headline: ΑΘΩΠΕΙΑ ΑΥΤΟΚΤΟΝΙΑΣ: [395, 2279, 576, 2295]
- minister-list: [589, 1293, 870, 1404]
- headline: ΟΙ ΑΝΔΡΕΣ ΤΕΣΣΑΡΩΝ ΠΟΛΕΜΙΚΩΝ ΣΚΑΦΩΝ ΔΕΝ ΕΥΗΦΕΣΙΑΝ: [403, 1199, 568, 1245]
- paragraph: ΑΘΗΝΑΙ, 6. — Δι' αποφάσεως του υπουργού Εργασίας εκυρώθη η συλλογική σύμβασις εργασίας, διά της οποίας καθορίζονται τα κατώτατα όρια ημερομισθίων των εργατοτεχνιτών μεταλλείων και λιγνιτωρυχείων όλης της χώρας.: [6, 1411, 382, 1443]
- paragraph: ΑΘΗΝΑΙ, 6. — Ο σύνδεσμος των εργατοϋπαλλήλων αλευροβιομηχανίας απεφάσισε την συνέχισιν της απεργίας μέχρι της ικανοποιήσεως των αιτημάτων του.: [395, 2084, 576, 2137]
- headline: ΕΞΕΤΕΛΕΣΕ ΔΙΑ ΛΑΚΤΙΣΜΑΤΩΝ ΦΙΛΟΝ ΤΟΥ ΔΙΟΤΙ ΑΠΕΚΑΛΥΨΕΝ ΕΙΣ ΤΟΝ ΑΔΕΛΦΟΝ ΝΕΑΣ ΤΑΣ ΕΡΩΤΙΚΑΣ ΣΧΕΣΕΙΣ ΤΗΣ ΜΕ ΤΟΝ ΔΡΑΣΤΗΝ: [589, 808, 870, 869]
- paragraph: ΜΟΣΧΑ, 6. — Η Βαλεντίνα Τερέσκοβα δήλωσε ότι θα μείνη αλησμόνητος η τέλεσις των γάμων της με τον κοσμοναύτην Νικολάγιεφ, σχεδόν ταυτοχρόνως με την επέτειον της Επαναστάσεως.: [1157, 758, 1562, 779]
- paragraph: ΑΘΗΝΑΙ, 6. — Δι' αποφάσεως του υπουργού Εργασίας εκυρώθη η συλλογική σύμβασις εργασίας, διά της οποίας καθορίζονται τα κατώτατα όρια ημερομισθίων των εργατοτεχνιτών μεταλλείων και λιγνιτωρυχείων όλης της χώρας.: [6, 448, 382, 480]
- headline: ΚΑΤΑΣΤΡΕΦΕΤΑΙ Ο ΕΝΔΑΙΟΣ ΠΛΟΥΤΟΣ ΤΗΣ ΤΟΥΡΚΙΑΣ: [1190, 869, 1530, 884]
- headline: ΦΛΕΓΟΜΕΝΟΝ ΟΥΡΑΝΙΟΝ ΑΝΤΙΚΕΙΜΕΝΟΝ ΔΙΗΛΘΕΝ ΥΠΕΡΑΝΩ ΤΗΣ ΛΕΣΒΟΥ ΚΑΙ ΕΞΗΦΑΝΙΣΘΗ ΟΠΙΣΘΕΝ ΚΟΡΥΦΗΣ ΟΡΟΥΣ: [22, 904, 367, 982]
- paragraph: ΑΘΗΝΑΙ, 6. — Δι' αποφάσεως του υπουργού Εργασίας εκυρώθη η συλλογική σύμβασις εργασίας, διά της οποίας καθορίζονται τα κατώτατα όρια ημερομισθίων των εργατοτεχνιτών μεταλλείων και λιγνιτωρυχείων όλης της χώρας.: [6, 343, 382, 375]
- paragraph: ΑΘΗΝΑΙ, 6. — Ο σύνδεσμος των εργατοϋπαλλήλων αλευροβιομηχανίας απεφάσισε την συνέχισιν της απεργίας μέχρι της ικανοποιήσεως των αιτημάτων του.: [395, 1134, 576, 1187]
- paragraph: ΑΘΗΝΑΙ, 6. — Το υπουργείον Εμπορικής Ναυτιλίας ανακοινοί ότι η διακίνησις των εκλογέων προς τας νήσους διεξήχθη ομαλώς δια 18 πλοίων τα οποία εξετέλεσαν πολλά έκτακτα δρομολόγια.: [589, 1455, 870, 1488]
- paragraph: ΚΟΖ. 6. — Εις το χωρίον Κάμπος ο 60ετής κτηνοτρόφος επυρπόλησε την οικίαν του και παρακολουθούσε το θέαμα εκ του πλησίον λόφου.: [883, 333, 1145, 366]
- price-row: Βελγικαί 267,00—269,00: [395, 852, 576, 862]
- headline: ΔΙΑ ΚΟΙΝΗΣ ΥΠΟΥΡΓΙΚΗΣ ΑΠΟΦΑΣΕΩΣ ΚΑΘΟΡΙΖΕΤΑΙ Η ΧΩΡΙΚΗ ΣΥΣΚΕΥΑΣΙΑ ΤΩΝ ΚΑΠΝΩΝ ΕΣΟΔΕΙΑΣ 1963 ΚΑΘΩΣ ΚΑΙ Ο ΧΡΟΝΟΣ ΛΗΞΕΩΣ ΤΗΣ ΕΝ ΛΟΓΩ ΕΡΓΑΣΙΑΣ: [591, 543, 868, 619]
- headline: 299,50 ΔΡΧ. Η ΧΡΥΣΗ ΛΙΡΑ ΕΙΣ ΤΗΝ ΘΕΣΣΑΛΟΝΙΚΗΝ ΚΑΙ 298,70 ΕΙΣ ΑΘΗΝΑΣ: [405, 661, 566, 721]
- paragraph: ΑΘΗΝΑΙ, 6. — Δι' αποφάσεως του υπουργού Εργασίας εκυρώθη η συλλογική σύμβασις εργασίας, διά της οποίας καθορίζονται τα κατώτατα όρια ημερομισθίων των εργατοτεχνιτών μεταλλείων και λιγνιτωρυχείων όλης της χώρας.: [6, 239, 382, 271]
- headline: ΑΔΙΚΟΣ Η ΘΕΣΙΣ ΤΟΥ ΕΛΛΗΝΟΚΥΠΡΙΑΚΟΥ ΚΟΙΝΟΒΟΥΛΙΟΥ ΕΝΑΝΤΙ ΤΩΝ 3.000 ΑΠΕΡΓΟΥΝΤΩΝ ΕΛΛΗΝΩΝ ΔΑΣΚΑΛΩΝ: [1171, 792, 1548, 838]
- paragraph: Αναλυτικώς, αι τιμαί των χρυσών νομισμάτων διεμορφώθησαν ως εξής:: [395, 782, 576, 804]
- headline: ΕΝΕΚΑΙΝΙΑΣΘΗ ΕΙΣ ΠΕΚΙΝΟΝ ΦΩΤΟΓΡΑΦΙΚΗ ΕΚΘΕΣΙΣ ΜΕ ΤΑ ΟΙΚΟΝΟΜΙΚΑ ΕΠΙΤΕΥΓΜΑΤΑ ΤΗΣ ΣΟΒ. ΕΝΩΣΕΩΣ: [609, 1023, 851, 1084]
- paragraph: ΜΟΣΧΑ, 6. — Η Βαλεντίνα Τερέσκοβα δήλωσε ότι θα μείνη αλησμόνητος η τέλεσις των γάμων της με τον κοσμοναύτην Νικολάγιεφ, σχεδόν ταυτοχρόνως με την επέτειον της Επαναστάσεως.: [1157, 632, 1562, 654]
- paragraph: ΚΟΖ. 6. — Εις το χωρίον Κάμπος ο 60ετής κτηνοτρόφος επυρπόλησε την οικίαν του και παρακολουθούσε το θέαμα εκ του πλησίον λόφου.: [883, 299, 1145, 330]
- headline: Η ΣΟΡΡΟΠΙΑ ΔΥΝΑΜΕΩΝ ΑΠΑΡΑΙΤΗΤΟΣ ΕΙΣ ΤΗΝ ΜΕΣΗΝ ΑΝΑΤΟΛΗΝ: [1182, 1031, 1538, 1059]
- headline: ΠΟΙΟΙ ΦΕΡΟΝΤΑΙ ΩΣ ΠΙΘΑΝΟΙ ΥΠΟΥΡΓΟΙ ΤΗΣ ΚΥΒΕΡΝΗΣΕΩΣ ΤΗΣ ΕΝΩΣΕΩΣ ΚΕΝΤΡΟΥ: [612, 1168, 847, 1247]
- article-body: [1157, 703, 1562, 724]
- continuation-label: ΣΥΝΕΧΕΙΑ ΕΚ ΤΗΣ 1ης ΣΕΛΙΔΟΣ: [630, 1255, 800, 1287]
- headline: ΘΕΡΜΟΣ ΧΑΙΡΕΤΙΣΜΟΣ ΤΗΣ ΝΕΟΛΑΙΑΣ ΔΕΞΚΑΘΗΣ ΠΡΟΣ ΤΟΥΣ ΝΕΟΥΣ ΚΡΗΤΗΣ: [888, 620, 1140, 667]
- headline: ΑΙ ΚΑΛΛΟΝΑΙ ΕΧΟΥΝ ΚΑΘΟΡΙΣΕΙ ΑΠΟ ΤΟΥΔΕ ΠΩΣ ΘΑ ΧΡΗΣΙΜΟΠΟΙΗΣΟΥΝ ΤΑ ΧΡΗΜΑΤΑ ΕΑΝ ΚΕΡΔΙΣΟΥΝ ΤΟΝ ΤΙΤΛΟΝ «ΜΙΣ ΚΟΣΜΟΣ»: [1157, 8, 1562, 89]
- paragraph: ΗΝΩΜΕΝΑ ΕΘΝΗ, 6. — Το Συμβούλιον Ασφαλείας θα εξετάση το θέμα των φυλετικών διακρίσεων εις την Νότιον Αφρικήν κατόπιν αιτήσεως των αφρικανικών κρατών.: [1157, 516, 1562, 537]
- paragraph: ΑΘΗΝΑΙ, 6. — Δι' αποφάσεως του υπουργού Εργασίας εκυρώθη η συλλογική σύμβασις εργασίας, διά της οποίας καθορίζονται τα κατώτατα όρια ημερομισθίων των εργατοτεχνιτών μεταλλείων και λιγνιτωρυχείων όλης της χώρας.: [6, 378, 382, 411]
- article-body: [1157, 633, 1562, 678]
- article-body: [6, 740, 382, 892]
- headline: ΕΜΠΟΡΙΚΗ ΑΠΟΣΤΟΛΗ ΤΗΣ ΚΕΝΥΑΣ ΕΙΣ ΤΗΝ ΑΙΓΥΠΤΟΝ: [911, 478, 1116, 510]
- headline: ΕΠΑΝΑΛΑΜΒΑΝΟΥΝ ΑΙ ΕΡΓΑΣΙΑΙ ΤΗΣ ΙΕΡΑΣ ΣΥΝΟΔΟΥ: [893, 262, 1135, 293]
- paragraph: ΑΘΗΝΑΙ, 6. — Δι' αποφάσεως του υπουργού Εργασίας εκυρώθη η συλλογική σύμβασις εργασίας, διά της οποίας καθορίζονται τα κατώτατα όρια ημερομισθίων των εργατοτεχνιτών μεταλλείων και λιγνιτωρυχείων όλης της χώρας.: [6, 1835, 382, 1867]
- list-item: Δ. ΣΤΕΦΑΝΟΠΟΥΛΟΣ, υφυπουργός: [589, 1392, 739, 1403]
- paragraph: ΑΘΗΝΑΙ, 6. — Δι' αποφάσεως του υπουργού Εργασίας εκυρώθη η συλλογική σύμβασις εργασίας, διά της οποίας καθορίζονται τα κατώτατα όρια ημερομισθίων των εργατοτεχνιτών μεταλλείων και λιγνιτωρυχείων όλης της χώρας.: [6, 1605, 382, 1637]
- list-item: ΣΟΦ. ΒΕΝΙΖΕΛΟΣ, υπουργός Εξωτερικών: [589, 1306, 762, 1317]
- paragraph: ΑΘΗΝΑΙ, 6. — Ο σύνδεσμος των εργατοϋπαλλήλων αλευροβιομηχανίας απεφάσισε την συνέχισιν της απεργίας μέχρι της ικανοποιήσεως των αιτημάτων του.: [395, 1250, 576, 1303]
- paragraph: ΑΘΗΝΑΙ, 6. — Ο σύνδεσμος των εργατοϋπαλλήλων αλευροβιομηχανίας απεφάσισε την συνέχισιν της απεργίας μέχρι της ικανοποιήσεως των αιτημάτων του.: [395, 1912, 576, 1965]
- paragraph: ΑΘΗΝΑΙ, 6. — Ο σύνδεσμος των εργατοϋπαλλήλων αλευροβιομηχανίας απεφάσισε την συνέχισιν της απεργίας μέχρι της ικανοποιήσεως των αιτημάτων του.: [395, 1021, 576, 1075]
- paragraph: ΑΘΗΝΑΙ, 6. — Ο σύνδεσμος των εργατοϋπαλλήλων αλευροβιομηχανίας απεφάσισε την συνέχισιν της απεργίας μέχρι της ικανοποιήσεως των αιτημάτων του.: [395, 1077, 576, 1131]
- paragraph: ΑΘΗΝΑΙ, 6. — Το υπουργείον Εμπορικής Ναυτιλίας ανακοινοί ότι η διακίνησις των εκλογέων προς τας νήσους διεξήχθη ομαλώς δια 18 πλοίων τα οποία εξετέλεσαν πολλά έκτακτα δρομολόγια.: [589, 1491, 870, 1522]
- paragraph: ΑΘΗΝΑΙ, 6. — Το υπουργείον Εμπορικής Ναυτιλίας ανακοινοί ότι η διακίνησις των εκλογέων προς τας νήσους διεξήχθη ομαλώς δια 18 πλοίων τα οποία εξετέλεσαν πολλά έκτακτα δρομολόγια.: [589, 499, 870, 530]
- paragraph: ΚΟΖ. 6. — Εις το χωρίον Κάμπος ο 60ετής κτηνοτρόφος επυρπόλησε την οικίαν του και παρακολουθούσε το θέαμα εκ του πλησίον λόφου.: [883, 672, 1145, 704]
- column-4: [877, 0, 1151, 2364]
- article-body: [589, 1421, 870, 1592]
- article-body: [395, 1437, 576, 1546]
- paragraph: ΑΘΗΝΑΙ, 6. — Δι' αποφάσεως του υπουργού Εργασίας εκυρώθη η συλλογική σύμβασις εργασίας, διά της οποίας καθορίζονται τα κατώτατα όρια ημερομισθίων των εργατοτεχνιτών μεταλλείων και λιγνιτωρυχείων όλης της χώρας.: [6, 1536, 382, 1567]
- paragraph: ΑΘΗΝΑΙ, 6. — Ο σύνδεσμος των εργατοϋπαλλήλων αλευροβιομηχανίας απεφάσισε την συνέχισιν της απεργίας μέχρι της ικανοποιήσεως των αιτημάτων του.: [395, 1305, 576, 1358]
- price-row: Ιταλικαί 342,00—342,00: [395, 862, 576, 872]
- paragraph: ΑΘΗΝΑΙ, 6. — Δι' αποφάσεως του υπουργού Εργασίας εκυρώθη η συλλογική σύμβασις εργασίας, διά της οποίας καθορίζονται τα κατώτατα όρια ημερομισθίων των εργατοτεχνιτών μεταλλείων και λιγνιτωρυχείων όλης της χώρας.: [6, 587, 382, 618]
- headline: Η ΠΑΡΑΓΩΓΗ ΚΑΤΕΨΥΓΜΕΝΩΝ ΑΛΙΕΥΜΑΤΩΝ: [53, 1392, 335, 1406]
- paragraph: ΠΕΚΙΝΟΝ, 6. — Κατά τους διπλωματικούς κύκλους δεν προβλέπεται ταχεία αποκατάστασις των διπλωματικών σχέσεων μεταξύ Γαλλίας και Κίνας.: [1157, 1134, 1562, 1156]
- paragraph: ΛΕΥΚΩΣΙΑ, 6. — Η Ομοσπονδία Ελλήνων Διδασκάλων Κύπρου χαρακτηρίζει άδικον την θέσιν του κοινοβουλίου έναντι των 3.000 απεργούντων δασκάλων.: [1157, 889, 1562, 911]
- headline: Η ΧΟΛΕΡΑ ΛΑΜΒΑΝΕΙ ΔΙΑΣΤΑΣΕΙΣ ΕΙΣ ΤΟ ΠΑΚΙΣΤΑΝ: [888, 778, 1140, 810]
- paragraph: ΚΟΖ. 6. — Εις το χωρίον Κάμπος ο 60ετής κτηνοτρόφος επυρπόλησε την οικίαν του και παρακολουθούσε το θέαμα εκ του πλησίον λόφου.: [883, 972, 1145, 1005]
- article-body: [883, 1237, 1145, 1304]
- paragraph: ΑΘΗΝΑΙ, 6. — Ο σύνδεσμος των εργατοϋπαλλήλων αλευροβιομηχανίας απεφάσισε την συνέχισιν της απεργίας μέχρι της ικανοποιήσεως των αιτημάτων του.: [395, 184, 576, 238]
- paragraph: ΑΘΗΝΑΙ, 6. — Δι' αποφάσεως του υπουργού Εργασίας εκυρώθη η συλλογική σύμβασις εργασίας, διά της οποίας καθορίζονται τα κατώτατα όρια ημερομισθίων των εργατοτεχνιτών μεταλλείων και λιγνιτωρυχείων όλης της χώρας.: [6, 482, 382, 515]
- article-body: [1157, 461, 1562, 482]
- section-label: ΤΡΑΥΜΑ ΠΑΡΑ ΤΗΝ ΚΑΒΑΛΑΝ: [112, 855, 276, 866]
- price-row: Αγγλικαί 301,00—299,50: [395, 810, 576, 819]
- paragraph: ΑΘΗΝΑΙ, 6. — Δι' αποφάσεως του υπουργού Εργασίας εκυρώθη η συλλογική σύμβασις εργασίας, διά της οποίας καθορίζονται τα κατώτατα όρια ημερομισθίων των εργατοτεχνιτών μεταλλείων και λιγνιτωρυχείων όλης της χώρας.: [6, 1779, 382, 1811]
- headline: ΥΠΑΝΔΡΟΣ ΕΦΟΝΕΥΘΗ ΕΙΣ ΤΗΝ ΚΑΒΑΛΑΝ: [41, 695, 347, 735]
- paragraph: ΑΘΗΝΑΙ, 6. — Δι' αποφάσεως του υπουργού Εργασίας εκυρώθη η συλλογική σύμβασις εργασίας, διά της οποίας καθορίζονται τα κατώτατα όρια ημερομισθίων των εργατοτεχνιτών μεταλλείων και λιγνιτωρυχείων όλης της χώρας.: [6, 1570, 382, 1602]
- headline: ΕΠΕΥΦΗΜΗΘΗ Ο ΜΑΞΙΜΟΣ Δ΄ ΕΙΣ ΤΟ ΒΑΤΙΚΑΝΟΝ: [1203, 683, 1516, 698]
- paragraph: ΑΘΗΝΑΙ, 6. — Ο σύνδεσμος των εργατοϋπαλλήλων αλευροβιομηχανίας απεφάσισε την συνέχισιν της απεργίας μέχρι της ικανοποιήσεως των αιτημάτων του.: [395, 353, 576, 406]
- paragraph: ΚΟΖ. 6. — Εις το χωρίον Κάμπος ο 60ετής κτηνοτρόφος επυρπόλησε την οικίαν του και παρακολουθούσε το θέαμα εκ του πλησίον λόφου.: [883, 190, 1145, 222]
- paragraph: ΚΟΖ. 6. — Εις το χωρίον Κάμπος ο 60ετής κτηνοτρόφος επυρπόλησε την οικίαν του και παρακολουθούσε το θέαμα εκ του πλησίον λόφου.: [883, 1271, 1145, 1303]
- paragraph: ΑΘΗΝΑΙ, 6. — Ο σύνδεσμος των εργατοϋπαλλήλων αλευροβιομηχανίας απεφάσισε την συνέχισιν της απεργίας μέχρι της ικανοποιήσεως των αιτημάτων του.: [395, 128, 576, 181]
- paragraph: ΑΘΗΝΑΙ, 6. — Δι' αποφάσεως του υπουργού Εργασίας εκυρώθη η συλλογική σύμβασις εργασίας, διά της οποίας καθορίζονται τα κατώτατα όρια ημερομισθίων των εργατοτεχνιτών μεταλλείων και λιγνιτωρυχείων όλης της χώρας.: [6, 1354, 382, 1387]
- paragraph: ΛΟΝΔΙΝΟΝ, 6. — Αι διαγωνιζόμεναι διά τον τίτλον της «Μις Κόσμος» έχουν ήδη καθορίσει πώς θα χρησιμοποιήσουν το χρηματικόν έπαθλον.: [1157, 143, 1562, 164]
- headline: ΠΑΡΕΤΑΘΗ Η ΠΡΟΘΕΣΜΙΑ ΥΠΟΒΟΛΗΣ ΜΕΛΕΤΩΝ ΔΙΑ ΣΧΟΛΙΚΑ ΚΤΙΡΙΑ: [396, 1370, 575, 1432]
- paragraph: ΑΘΗΝΑΙ, 6. — Το υπουργείον Εμπορικής Ναυτιλίας ανακοινοί ότι η διακίνησις των εκλογέων προς τας νήσους διεξήχθη ομαλώς δια 18 πλοίων τα οποία εξετέλεσαν πολλά έκτακτα δρομολόγια.: [589, 215, 870, 247]
- paragraph: ΜΟΣΧΑ, 6. — Η Βαλεντίνα Τερέσκοβα δήλωσε ότι θα μείνη αλησμόνητος η τέλεσις των γάμων της με τον κοσμοναύτην Νικολάγιεφ, σχεδόν ταυτοχρόνως με την επέτειον της Επαναστάσεως.: [1157, 703, 1562, 724]
- headline: ΣΥΝΕΧΙΖΕΤΑΙ Η ΔΙΚΗ ΤΩΝ ΔΥΟ ΓΕΡΜΑΝΩΝ ΕΓΚΛΗΜΑΤΙΩΝ ΠΟΛΕΜΟΥ: [1176, 1159, 1544, 1187]
- paragraph: ΑΘΗΝΑΙ, 6. — Δι' αποφάσεως του υπουργού Εργασίας εκυρώθη η συλλογική σύμβασις εργασίας, διά της οποίας καθορίζονται τα κατώτατα όρια ημερομισθίων των εργατοτεχνιτών μεταλλείων και λιγνιτωρυχείων όλης της χώρας.: [6, 1640, 382, 1672]
- list-item: ΣΤ. ΜΕΡΚΟΥΡΗΣ, υπουργός Εσωτερικών: [589, 1378, 760, 1389]
- paragraph: ΑΘΗΝΑΙ, 6. — Δι' αποφάσεως του υπουργού Εργασίας εκυρώθη η συλλογική σύμβασις εργασίας, διά της οποίας καθορίζονται τα κατώτατα όρια ημερομισθίων των εργατοτεχνιτών μεταλλείων και λιγνιτωρυχείων όλης της χώρας.: [6, 1193, 382, 1225]
- paragraph: ΑΘΗΝΑΙ, 6. — Το υπουργείον Εμπορικής Ναυτιλίας ανακοινοί ότι η διακίνησις των εκλογέων προς τας νήσους διεξήχθη ομαλώς δια 18 πλοίων τα οποία εξετέλεσαν πολλά έκτακτα δρομολόγια.: [589, 763, 870, 795]
- paragraph: ΑΘΗΝΑΙ, 6. — Δι' αποφάσεως του υπουργού Εργασίας εκυρώθη η συλλογική σύμβασις εργασίας, διά της οποίας καθορίζονται τα κατώτατα όρια ημερομισθίων των εργατοτεχνιτών μεταλλείων και λιγνιτωρυχείων όλης της χώρας.: [6, 1744, 382, 1776]
- section-label: ΕΙΣ ΤΗΝ ΥΠΑΙΘΡΟΝ: [141, 813, 247, 825]
- paragraph: ΑΘΗΝΑΙ, 6. — Το υπουργείον Εμπορικής Ναυτιλίας ανακοινοί ότι η διακίνησις των εκλογέων προς τας νήσους διεξήχθη ομαλώς δια 18 πλοίων τα οποία εξετέλεσαν πολλά έκτακτα δρομολόγια.: [589, 624, 870, 657]
- list-item: ΧΑΡ. ΠΑΠΑΔΑΝΔΗΣ, υπουργός Εθνικής Παιδείας: [589, 1335, 797, 1346]
- article-body: [6, 205, 382, 619]
- headline: ΚΑΙ ΠΑΛΙΝ ΝΕΦΕΛΩΔΗΣ ΜΕΤΑ ΒΡΟΧΩΝ ΠΡΟΒΛΕΠΕΤΑΙ Ο ΚΑΙΡΟΣ: [398, 956, 573, 1016]
- headline: ΔΙΑΓΩΝΙΣΜΟΣ ΠΡΟΣΛΗΨΕΩΣ ΚΤΗΝΙΑΤΡΩΝ: [59, 1301, 329, 1315]
- paragraph: ΚΟΖ. 6. — Εις το χωρίον Κάμπος ο 60ετής κτηνοτρόφος επυρπόλησε την οικίαν του και παρακολουθούσε το θέαμα εκ του πλησίον λόφου.: [883, 407, 1145, 438]
- price-row: Γαλλικαί 267,00—271,00: [395, 830, 576, 840]
- article-body: [883, 815, 1145, 882]
- paragraph: ΑΘΗΝΑΙ, 6. — Το υπουργείον Εμπορικής Ναυτιλίας ανακοινοί ότι η διακίνησις των εκλογέων προς τας νήσους διεξήχθη ομαλώς δια 18 πλοίων τα οποία εξετέλεσαν πολλά έκτακτα δρομολόγια.: [589, 728, 870, 761]
- column-3: [583, 0, 876, 2364]
- paragraph: ΚΟΖ. 6. — Εις το χωρίον Κάμπος ο 60ετής κτηνοτρόφος επυρπόλησε την οικίαν του και παρακολουθούσε το θέαμα εκ του πλησίον λόφου.: [883, 1173, 1145, 1206]
- article-body: [395, 727, 576, 805]
- headline: ΗΥΞΗΘΗ ΕΠΙΚΙΝΔΥΝΩΣ Η ΕΓΚΛΗΜΑΤΙΚΟΤΗΣ ΕΙΣ ΣΙΓΚΑΠΟΥΡΗΝ: [920, 886, 1107, 933]
- price-row: Ελβετικαί 273,00—273,50: [395, 841, 576, 851]
- article-body: [1157, 1193, 1562, 1262]
- paragraph: ΑΘΗΝΑΙ, 6. — Ο σύνδεσμος των εργατοϋπαλλήλων αλευροβιομηχανίας απεφάσισε την συνέχισιν της απεργίας μέχρι της ικανοποιήσεως των αιτημάτων του.: [395, 2301, 576, 2354]
- headline: ΕΡΓΑΤΙΚΑΙ ΕΙΔΗΣΕΙΣ: [411, 2142, 561, 2158]
- paragraph: ΑΘΗΝΑΙ, 6. — Το υπουργείον Εμπορικής Ναυτιλίας ανακοινοί ότι η διακίνησις των εκλογέων προς τας νήσους διεξήχθη ομαλώς δια 18 πλοίων τα οποία εξετέλεσαν πολλά έκτακτα δρομολόγια.: [589, 978, 870, 1010]
- paragraph: Την 9ην π.μ. χθες, επί της οδού Πειραιώς, τροχαίον ατύχημα συνέβη εις βάρος πεζού, όστις μετεφέρθη εις το νοσοκομείον όπου και απεβίωσε μετ' ολίγον.: [6, 829, 382, 850]
- article-body: [6, 1033, 382, 1100]
- paragraph: ΑΘΗΝΑΙ, 6. — Ο σύνδεσμος των εργατοϋπαλλήλων αλευροβιομηχανίας απεφάσισε την συνέχισιν της απεργίας μέχρι της ικανοποιήσεως των αιτημάτων του.: [395, 73, 576, 125]
- article-body: [589, 624, 870, 795]
- headline: Ο ΔΑΝΟΣ ΥΠΟΥΡΓΟΣ ΕΣΩΤΕΡΙΚΩΝ ΕΙΣ ΤΗΝ ΜΟΣΧΑΝ: [1157, 432, 1562, 455]
- paragraph: ΠΕΚΙΝΟΝ, 6. — Κατά τους διπλωματικούς κύκλους δεν προβλέπεται ταχεία αποκατάστασις των διπλωματικών σχέσεων μεταξύ Γαλλίας και Κίνας.: [1157, 1241, 1562, 1262]
- paragraph: ΑΘΗΝΑΙ, 6. — Το υπουργείον Εμπορικής Ναυτιλίας ανακοινοί ότι η διακίνησις των εκλογέων προς τας νήσους διεξήχθη ομαλώς δια 18 πλοίων τα οποία εξετέλεσαν πολλά έκτακτα δρομολόγια.: [589, 464, 870, 496]
- paragraph: ΛΕΥΚΩΣΙΑ, 6. — Η Ομοσπονδία Ελλήνων Διδασκάλων Κύπρου χαρακτηρίζει άδικον την θέσιν του κοινοβουλίου έναντι των 3.000 απεργούντων δασκάλων.: [1157, 843, 1562, 864]
- paragraph: ΑΘΗΝΑΙ, 6. — Δι' αποφάσεως του υπουργού Εργασίας εκυρώθη η συλλογική σύμβασις εργασίας, διά της οποίας καθορίζονται τα κατώτατα όρια ημερομισθίων των εργατοτεχνιτών μεταλλείων και λιγνιτωρυχείων όλης της χώρας.: [6, 1320, 382, 1352]
- article-body: [395, 2085, 576, 2138]
- paragraph: ΑΘΗΝΑΙ, 6. — Ο σύνδεσμος των εργατοϋπαλλήλων αλευροβιομηχανίας απεφάσισε την συνέχισιν της απεργίας μέχρι της ικανοποιήσεως των αιτημάτων του.: [395, 240, 576, 294]
- paragraph: ΚΟΖ. 6. — Εις το χωρίον Κάμπος ο 60ετής κτηνοτρόφος επυρπόλησε την οικίαν του και παρακολουθούσε το θέαμα εκ του πλησίον λόφου.: [883, 814, 1145, 847]
- headline: ΕΙΣ ΤΗΝ ΜΑΓΧΗΝ ΔΕΝ ΥΠΑΡΧΕΙ ΠΕΤΡΕΛΑΙΟΝ: [897, 370, 1131, 402]
- headline: ΑΓΓΛΟΙ ΙΑΤΡΟΙ ΕΙΣ ΥΕΜΕΝΗΝ: [906, 1117, 1122, 1134]
- article-body: [6, 1411, 382, 1478]
- paragraph: ΗΝΩΜΕΝΑ ΕΘΝΗ, 6. — Το Συμβούλιον Ασφαλείας θα εξετάση το θέμα των φυλετικών διακρίσεων εις την Νότιον Αφρικήν κατόπιν αιτήσεως των αφρικανικών κρατών.: [1157, 405, 1562, 426]
- article-body: [883, 1046, 1145, 1112]
- article-body: [589, 395, 870, 531]
- paragraph: ΜΟΝΤΡΕΑΛ, 6. — Το ισραηλιτικόν κογκρέσσον κατεδίκασε τους διωγμούς του ναζιστικού καθεστώτος κατά την 25ην επέτειον του «πογκρόμ».: [1157, 1063, 1562, 1085]
- paragraph: ΚΟΖ. 6. — Εις το χωρίον Κάμπος ο 60ετής κτηνοτρόφος επυρπόλησε την οικίαν του και παρακολουθούσε το θέαμα εκ του πλησίον λόφου.: [883, 1139, 1145, 1171]
- paragraph: ΑΘΗΝΑΙ, 6. — Το υπουργείον Εμπορικής Ναυτιλίας ανακοινοί ότι η διακίνησις των εκλογέων προς τας νήσους διεξήχθη ομαλώς δια 18 πλοίων τα οποία εξετέλεσαν πολλά έκτακτα δρομολόγια.: [589, 909, 870, 941]
- paragraph: ΑΘΗΝΑΙ, 6. — Δι' αποφάσεως του υπουργού Εργασίας εκυρώθη η συλλογική σύμβασις εργασίας, διά της οποίας καθορίζονται τα κατώτατα όρια ημερομισθίων των εργατοτεχνιτών μεταλλείων και λιγνιτωρυχείων όλης της χώρας.: [6, 1709, 382, 1742]
- article-body: [589, 874, 870, 1010]
- article-body: [6, 1836, 382, 1867]
- article-body: [395, 1912, 576, 2021]
- paragraph: ΚΟΖ. 6. — Εις το χωρίον Κάμπος ο 60ετής κτηνοτρόφος επυρπόλησε την οικίαν του και παρακολουθούσε το θέαμα εκ του πλησίον λόφου.: [883, 742, 1145, 773]
- paragraph: ΚΟΖ. 6. — Εις το χωρίον Κάμπος ο 60ετής κτηνοτρόφος επυρπόλησε την οικίαν του και παρακολουθούσε το θέαμα εκ του πλησίον λόφου.: [883, 850, 1145, 882]
- headline: ΠΩΣ ΚΑΘΟΡΙΖΟΝΤΑΙ ΤΑ ΚΑΤΩΤΑΤΑ ΟΡΙΑ ΗΜΕΡΟΜΙΣΘΙΩΝ ΕΡΓΑΤΟΤΕΧΝΙΤΩΝ ΜΕΤΑΛΛΕΙΩΝ ΚΑΙ ΛΙΓΝΙΤΩΡΥΧΕΙΩΝ ΔΙΑ ΤΗΣ ΥΠΟΓΡΑΦΕΙΣΗΣ ΝΕΑΣ ΣΥΛΛΟΓΙΚΗΣ ΣΥΜΒΑΣΕΩΣ: [6, 8, 382, 199]
- article-body: [1157, 247, 1562, 269]
- paragraph: ΑΘΗΝΑΙ, 6. — Το υπουργείον Εμπορικής Ναυτιλίας ανακοινοί ότι η διακίνησις των εκλογέων προς τας νήσους διεξήχθη ομαλώς δια 18 πλοίων τα οποία εξετέλεσαν πολλά έκτακτα δρομολόγια.: [589, 394, 870, 426]
- headline: ΜΙΚΡΑΙ ΕΛΙΞΕΙΣ ΕΞ ΑΘΗΝΩΝ ΧΩΡΙΣ ΤΙΤΛΟΝ: [27, 1491, 361, 1531]
